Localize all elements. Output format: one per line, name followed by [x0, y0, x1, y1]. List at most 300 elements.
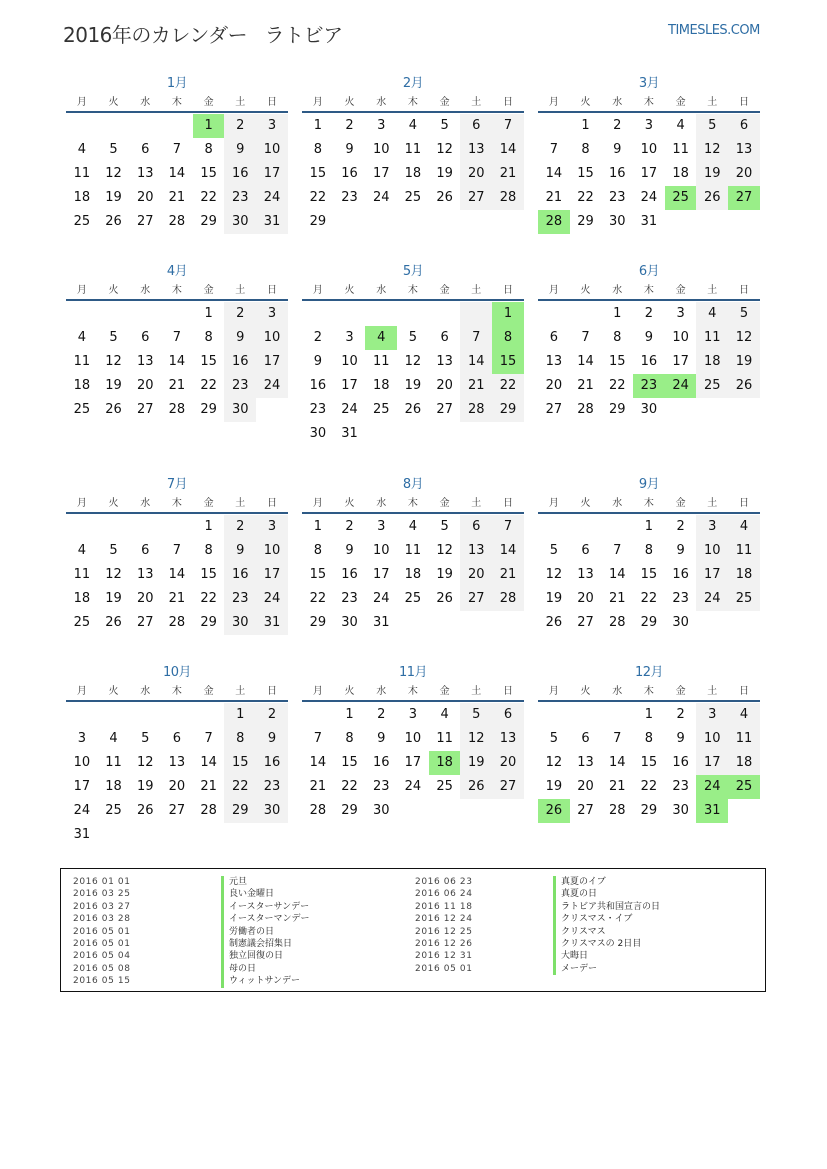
day-cell: 4	[728, 515, 760, 539]
empty-cell	[334, 302, 366, 326]
weekday-label: 日	[738, 285, 749, 296]
day-cell: 26	[105, 615, 122, 630]
day-cell: 20	[545, 378, 563, 393]
weekday-label: 土	[471, 97, 482, 108]
weekday-label: 水	[376, 498, 387, 509]
month-name: 9月	[638, 477, 660, 492]
day-cell: 5	[408, 330, 418, 345]
day-cell: 12	[105, 567, 122, 582]
day-cell: 7	[613, 543, 622, 558]
day-cell: 8	[224, 727, 256, 751]
day-cell: 17	[372, 567, 390, 582]
day-cell: 16	[224, 563, 256, 587]
day-cell: 20	[136, 378, 154, 393]
holiday-name: イースターマンデー	[221, 913, 310, 925]
weekday-label: 金	[675, 285, 686, 296]
empty-cell	[66, 114, 98, 138]
day-cell: 22	[608, 378, 626, 393]
day-cell: 22	[309, 190, 327, 205]
holiday-day-cell: 4	[365, 326, 397, 350]
weekday-label: 水	[612, 686, 623, 697]
day-cell: 25	[696, 374, 728, 398]
day-cell: 27	[460, 587, 492, 611]
day-cell: 10	[256, 539, 288, 563]
weekday-label: 月	[548, 686, 559, 697]
day-cell: 3	[696, 703, 728, 727]
day-cell: 3	[644, 118, 654, 133]
day-cell: 3	[345, 330, 354, 345]
day-cell: 25	[73, 214, 91, 229]
weekday-label: 水	[140, 686, 151, 697]
day-cell: 8	[613, 330, 622, 345]
weekday-label: 土	[707, 285, 718, 296]
day-cell: 10	[696, 539, 728, 563]
day-cell: 29	[309, 214, 327, 229]
day-cell: 24	[696, 587, 728, 611]
day-cell: 18	[672, 166, 689, 181]
weekday-header	[66, 94, 288, 113]
day-cell: 25	[728, 587, 760, 611]
day-cell: 28	[492, 186, 524, 210]
day-grid	[302, 703, 524, 823]
day-cell: 17	[404, 755, 422, 770]
weekday-label: 月	[76, 97, 87, 108]
day-cell: 15	[309, 166, 327, 181]
day-cell: 15	[200, 354, 217, 369]
day-cell: 18	[73, 190, 91, 205]
holiday-day-cell: 31	[696, 799, 728, 823]
day-cell: 19	[105, 378, 122, 393]
empty-cell	[570, 302, 602, 326]
day-cell: 3	[256, 515, 288, 539]
day-cell: 2	[676, 707, 685, 722]
page-title: 2016年のカレンダー ラトビア	[63, 23, 343, 47]
holiday-day-cell: 25	[665, 186, 697, 210]
weekday-label: 木	[171, 686, 182, 697]
holiday-name: 真夏のイブ	[553, 876, 660, 888]
day-cell: 12	[728, 326, 760, 350]
empty-cell	[161, 302, 193, 326]
day-cell: 20	[577, 779, 594, 794]
day-cell: 29	[577, 214, 594, 229]
day-cell: 5	[440, 519, 449, 534]
site-link[interactable]: TIMESLES.COM	[668, 23, 760, 38]
holiday-list	[60, 868, 766, 992]
weekday-label: 火	[344, 686, 355, 697]
month-name: 5月	[402, 264, 424, 279]
day-cell: 18	[105, 779, 122, 794]
day-cell: 29	[309, 615, 327, 630]
day-cell: 5	[109, 543, 118, 558]
day-cell: 18	[404, 567, 422, 582]
day-cell: 10	[404, 731, 422, 746]
holiday-name: クリスマス・イブ	[553, 913, 660, 925]
day-cell: 16	[640, 354, 658, 369]
day-cell: 27	[136, 402, 154, 417]
month-name: 7月	[166, 477, 188, 492]
day-cell: 17	[256, 563, 288, 587]
day-cell: 11	[73, 354, 91, 369]
day-cell: 13	[728, 138, 760, 162]
day-cell: 24	[404, 779, 422, 794]
day-cell: 7	[313, 731, 322, 746]
weekday-label: 木	[407, 285, 418, 296]
day-cell: 6	[581, 731, 590, 746]
day-cell: 6	[492, 703, 524, 727]
month-name: 10月	[162, 665, 192, 680]
day-cell: 27	[136, 214, 154, 229]
day-cell: 19	[436, 567, 453, 582]
holiday-name: 大晦日	[553, 950, 660, 962]
day-cell: 5	[109, 142, 118, 157]
month-10	[66, 663, 288, 847]
day-cell: 2	[377, 707, 386, 722]
day-cell: 30	[224, 611, 256, 635]
day-cell: 23	[672, 779, 689, 794]
holiday-date: 2016 06 24	[415, 889, 473, 900]
month-8	[302, 475, 524, 635]
weekday-label: 土	[707, 686, 718, 697]
day-cell: 1	[224, 703, 256, 727]
holiday-day-cell: 1	[193, 114, 225, 138]
weekday-label: 月	[76, 498, 87, 509]
day-cell: 30	[341, 615, 358, 630]
day-cell: 20	[436, 378, 453, 393]
holiday-names-right	[553, 876, 660, 975]
weekday-label: 水	[376, 285, 387, 296]
day-cell: 23	[341, 591, 358, 606]
empty-cell	[129, 703, 161, 727]
weekday-label: 日	[266, 498, 277, 509]
day-cell: 16	[309, 378, 327, 393]
day-cell: 21	[577, 378, 594, 393]
day-cell: 11	[672, 142, 689, 157]
day-cell: 16	[341, 567, 358, 582]
day-cell: 22	[640, 591, 658, 606]
day-cell: 12	[696, 138, 728, 162]
day-cell: 5	[549, 543, 558, 558]
holiday-dates-right	[415, 876, 473, 975]
day-cell: 2	[676, 519, 685, 534]
day-cell: 10	[256, 138, 288, 162]
day-cell: 5	[728, 302, 760, 326]
day-cell: 7	[492, 515, 524, 539]
day-cell: 11	[436, 731, 453, 746]
weekday-label: 木	[643, 285, 654, 296]
day-cell: 9	[377, 731, 386, 746]
day-cell: 11	[696, 326, 728, 350]
weekday-label: 火	[344, 498, 355, 509]
day-cell: 31	[341, 426, 358, 441]
day-cell: 17	[73, 779, 91, 794]
day-cell: 3	[377, 519, 386, 534]
weekday-label: 水	[612, 97, 623, 108]
weekday-label: 木	[407, 97, 418, 108]
day-cell: 27	[136, 615, 154, 630]
day-cell: 22	[577, 190, 594, 205]
day-cell: 1	[345, 707, 354, 722]
weekday-label: 木	[407, 686, 418, 697]
weekday-label: 火	[108, 686, 119, 697]
weekday-label: 土	[471, 686, 482, 697]
day-cell: 13	[577, 755, 594, 770]
weekday-label: 日	[502, 97, 513, 108]
holiday-date: 2016 06 23	[415, 877, 473, 887]
day-cell: 8	[644, 543, 654, 558]
day-cell: 29	[640, 803, 658, 818]
day-cell: 23	[372, 779, 390, 794]
month-11	[302, 663, 524, 823]
day-cell: 14	[309, 755, 327, 770]
day-cell: 9	[676, 543, 685, 558]
day-cell: 17	[256, 162, 288, 186]
day-cell: 28	[492, 587, 524, 611]
month-name: 1月	[166, 76, 188, 91]
day-cell: 22	[200, 190, 217, 205]
day-cell: 6	[549, 330, 558, 345]
empty-cell	[365, 302, 397, 326]
day-cell: 10	[341, 354, 358, 369]
day-cell: 18	[696, 350, 728, 374]
holiday-day-cell: 15	[492, 350, 524, 374]
weekday-label: 金	[203, 498, 214, 509]
month-name: 8月	[402, 477, 424, 492]
day-cell: 13	[545, 354, 563, 369]
day-cell: 1	[581, 118, 590, 133]
holiday-name: 母の日	[221, 963, 310, 975]
day-cell: 12	[136, 755, 154, 770]
weekday-header	[66, 495, 288, 514]
day-cell: 8	[313, 142, 322, 157]
holiday-name: 独立回復の日	[221, 950, 310, 962]
day-cell: 14	[168, 354, 186, 369]
day-cell: 9	[345, 543, 354, 558]
day-grid	[538, 703, 760, 823]
day-cell: 24	[640, 190, 658, 205]
weekday-label: 月	[548, 498, 559, 509]
holiday-name: 制憲議会招集日	[221, 938, 310, 950]
weekday-label: 水	[140, 498, 151, 509]
empty-cell	[601, 515, 633, 539]
day-cell: 12	[105, 354, 122, 369]
weekday-header	[538, 683, 760, 702]
day-cell: 26	[728, 374, 760, 398]
day-cell: 14	[608, 567, 626, 582]
weekday-label: 火	[108, 498, 119, 509]
weekday-header	[538, 282, 760, 301]
day-cell: 7	[581, 330, 590, 345]
empty-cell	[129, 114, 161, 138]
day-cell: 20	[492, 751, 524, 775]
weekday-label: 火	[344, 285, 355, 296]
day-cell: 16	[608, 166, 626, 181]
day-cell: 21	[608, 591, 626, 606]
day-cell: 10	[73, 755, 91, 770]
weekday-label: 金	[675, 686, 686, 697]
weekday-header	[302, 94, 524, 113]
day-cell: 29	[224, 799, 256, 823]
day-cell: 20	[136, 591, 154, 606]
day-cell: 4	[77, 543, 86, 558]
weekday-header	[302, 495, 524, 514]
day-cell: 25	[73, 615, 91, 630]
day-cell: 10	[672, 330, 689, 345]
day-cell: 4	[109, 731, 118, 746]
holiday-name: イースターサンデー	[221, 901, 310, 913]
day-grid	[302, 515, 524, 635]
day-cell: 7	[613, 731, 622, 746]
day-cell: 18	[372, 378, 390, 393]
day-cell: 9	[676, 731, 685, 746]
weekday-label: 金	[439, 285, 450, 296]
day-cell: 14	[168, 166, 186, 181]
holiday-date: 2016 12 31	[415, 951, 473, 962]
day-cell: 3	[408, 707, 418, 722]
day-cell: 14	[545, 166, 563, 181]
day-cell: 8	[345, 731, 354, 746]
day-cell: 12	[460, 727, 492, 751]
day-cell: 9	[644, 330, 654, 345]
day-cell: 22	[341, 779, 358, 794]
day-cell: 8	[313, 543, 322, 558]
day-cell: 23	[224, 186, 256, 210]
day-cell: 28	[460, 398, 492, 422]
day-cell: 21	[492, 162, 524, 186]
day-cell: 1	[644, 707, 654, 722]
weekday-label: 月	[76, 285, 87, 296]
day-cell: 20	[136, 190, 154, 205]
day-cell: 29	[200, 615, 217, 630]
day-cell: 19	[545, 779, 563, 794]
day-cell: 9	[224, 138, 256, 162]
weekday-label: 日	[738, 686, 749, 697]
day-cell: 31	[256, 210, 288, 234]
day-cell: 12	[404, 354, 422, 369]
day-cell: 8	[581, 142, 590, 157]
day-grid	[302, 114, 524, 234]
weekday-header	[302, 683, 524, 702]
day-cell: 9	[224, 539, 256, 563]
day-cell: 11	[105, 755, 122, 770]
holiday-name: クリスマス	[553, 926, 660, 938]
holiday-date: 2016 03 27	[73, 901, 131, 912]
day-cell: 13	[136, 567, 154, 582]
weekday-label: 日	[502, 686, 513, 697]
day-cell: 28	[200, 803, 217, 818]
holiday-date: 2016 05 08	[73, 963, 131, 974]
day-cell: 24	[341, 402, 358, 417]
month-5	[302, 262, 524, 446]
day-cell: 21	[545, 190, 563, 205]
day-cell: 14	[492, 539, 524, 563]
day-cell: 28	[309, 803, 327, 818]
day-cell: 28	[168, 402, 186, 417]
empty-cell	[161, 703, 193, 727]
day-cell: 16	[224, 350, 256, 374]
day-cell: 24	[372, 591, 390, 606]
day-cell: 5	[440, 118, 449, 133]
day-cell: 3	[676, 306, 685, 321]
weekday-label: 木	[643, 97, 654, 108]
day-cell: 19	[436, 166, 453, 181]
weekday-label: 月	[548, 285, 559, 296]
holiday-date: 2016 12 26	[415, 938, 473, 949]
day-cell: 19	[136, 779, 154, 794]
day-grid	[66, 515, 288, 635]
day-grid	[66, 114, 288, 234]
day-cell: 25	[105, 803, 122, 818]
day-cell: 31	[73, 827, 91, 842]
day-cell: 2	[313, 330, 322, 345]
day-cell: 6	[460, 114, 492, 138]
day-cell: 23	[224, 587, 256, 611]
holiday-day-cell: 8	[492, 326, 524, 350]
day-cell: 16	[672, 755, 689, 770]
day-cell: 28	[168, 214, 186, 229]
day-cell: 14	[460, 350, 492, 374]
day-cell: 30	[224, 398, 256, 422]
weekday-label: 日	[502, 498, 513, 509]
day-cell: 30	[672, 615, 689, 630]
weekday-label: 月	[312, 97, 323, 108]
day-cell: 31	[640, 214, 658, 229]
day-cell: 27	[577, 803, 594, 818]
day-cell: 29	[341, 803, 358, 818]
empty-cell	[460, 302, 492, 326]
empty-cell	[66, 302, 98, 326]
day-cell: 16	[224, 162, 256, 186]
day-cell: 7	[172, 543, 182, 558]
weekday-header	[538, 495, 760, 514]
day-cell: 22	[492, 374, 524, 398]
weekday-label: 水	[612, 498, 623, 509]
day-cell: 30	[608, 214, 626, 229]
day-cell: 17	[341, 378, 358, 393]
day-cell: 8	[204, 330, 213, 345]
weekday-label: 月	[312, 686, 323, 697]
day-cell: 4	[77, 142, 86, 157]
holiday-name: ラトビア共和国宣言の日	[553, 901, 660, 913]
day-grid	[538, 302, 760, 422]
empty-cell	[98, 114, 130, 138]
day-cell: 24	[256, 587, 288, 611]
day-cell: 4	[408, 118, 418, 133]
holiday-date: 2016 05 01	[415, 963, 473, 974]
day-cell: 19	[105, 591, 122, 606]
day-cell: 21	[168, 378, 186, 393]
holiday-name: 真夏の日	[553, 888, 660, 900]
day-cell: 11	[728, 539, 760, 563]
day-cell: 31	[256, 611, 288, 635]
weekday-header	[302, 282, 524, 301]
day-cell: 1	[204, 519, 213, 534]
weekday-label: 月	[312, 498, 323, 509]
day-cell: 23	[309, 402, 327, 417]
weekday-label: 水	[140, 97, 151, 108]
weekday-header	[538, 94, 760, 113]
holiday-date: 2016 05 01	[73, 938, 131, 949]
day-cell: 4	[676, 118, 685, 133]
month-4	[66, 262, 288, 422]
day-cell: 4	[728, 703, 760, 727]
day-cell: 1	[613, 306, 622, 321]
day-grid	[538, 114, 760, 234]
day-cell: 14	[200, 755, 217, 770]
day-cell: 13	[436, 354, 453, 369]
day-cell: 8	[644, 731, 654, 746]
day-cell: 9	[256, 727, 288, 751]
day-cell: 21	[492, 563, 524, 587]
